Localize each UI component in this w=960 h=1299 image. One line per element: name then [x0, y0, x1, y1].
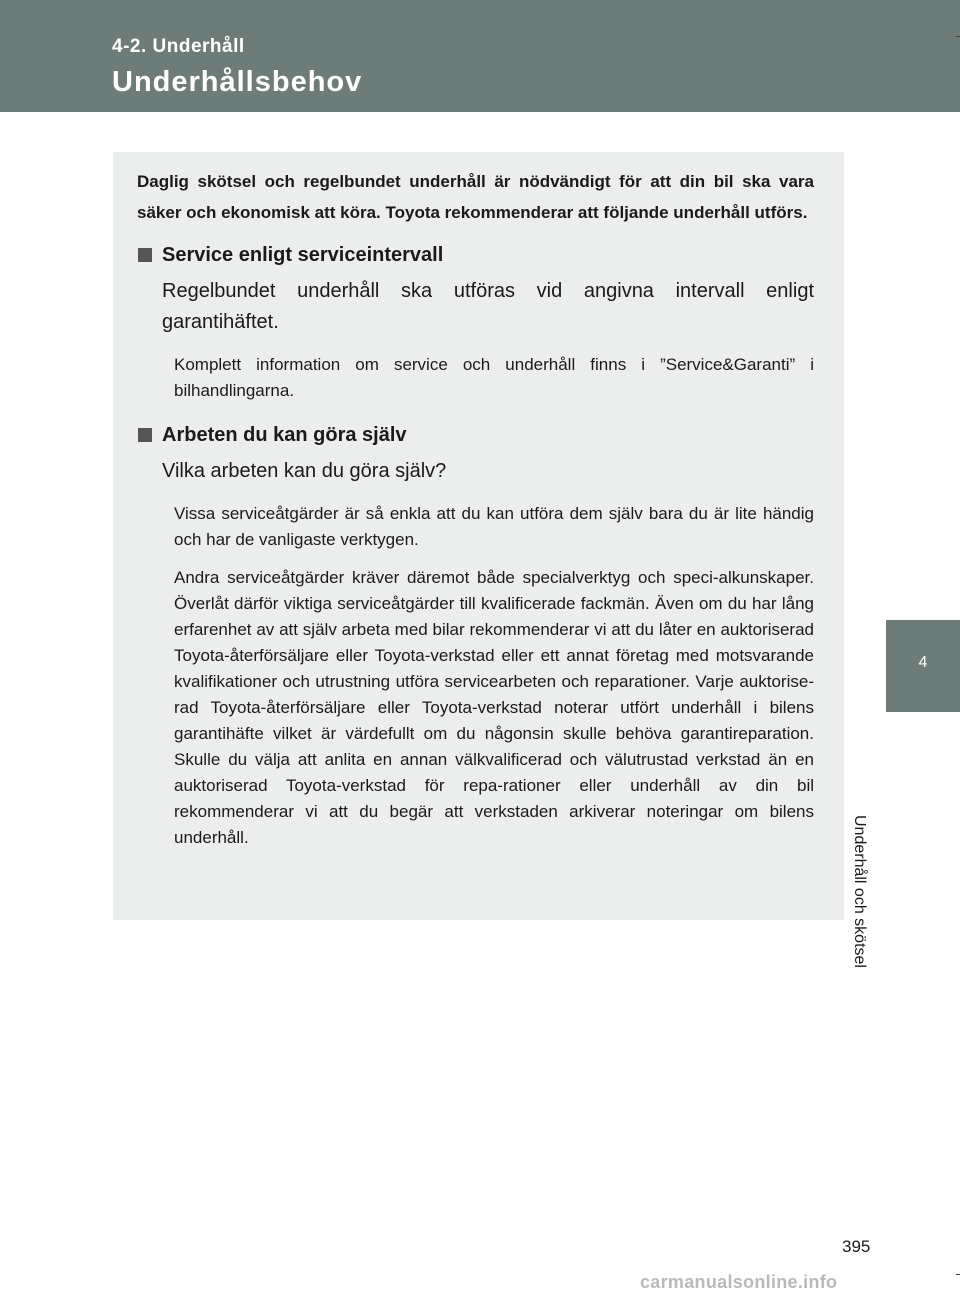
content-box [113, 152, 844, 920]
section-label: 4-2. Underhåll [112, 36, 245, 57]
section-lead: Regelbundet underhåll ska utföras vid angivna intervall enligt garantihäftet. [162, 280, 814, 333]
crop-mark [956, 1274, 960, 1275]
chapter-label-text: Underhåll och skötsel [851, 815, 868, 968]
section-note: Komplett information om service och underhåll finns i ”Service&Garanti” i bilhandlingarna. [174, 355, 814, 400]
section-note: Andra serviceåtgärder kräver däremot både specialverktyg och speci-alkunskaper. Överlåt därför viktiga serviceåtgärder till kvalificerade fackmän. Även om du har lång erfarenhet av att själv arbeta med bilar rekommenderar vi att du låter en auktoriserad Toyota-återförsäljare eller Toyota-verkstad eller ett annat företag med motsvarande kvalifikationer och utrustning utföra servicearbeten och reparationer. Varje auktorise-rad Toyota-återförsäljare eller Toyota-verkstad noterar utfört underhåll i bilens garantihäfte vilket är värdefullt om du någonsin skulle behöva garantireparation. Skulle du välja att anlita en annan välkvalificerad och välutrustad verkstad än en auktoriserad Toyota-verkstad för repa-rationer eller underhåll av din bil rekommenderar vi att du begär att verkstaden arkiverar noteringar om bilens underhåll. [174, 568, 814, 847]
page-title: Underhållsbehov [112, 66, 363, 98]
section-note: Vissa serviceåtgärder är så enkla att du kan utföra dem själv bara du är lite händig och har de vanligaste verktygen. [174, 504, 814, 549]
page-number: 395 [842, 1237, 871, 1256]
section-diy [137, 420, 814, 851]
crop-mark [956, 36, 960, 37]
chapter-label [846, 815, 868, 1055]
section-heading [137, 420, 814, 450]
square-bullet-icon [138, 428, 152, 442]
chapter-number: 4 [918, 654, 928, 671]
watermark: carmanualsonline.info [640, 1272, 838, 1292]
section-heading-text: Service enligt serviceintervall [162, 243, 444, 266]
section-heading-text: Arbeten du kan göra själv [162, 423, 407, 446]
intro-paragraph: Daglig skötsel och regelbundet underhåll är nödvändigt för att din bil ska vara säker och ekonomisk att köra. Toyota rekommenderar att följande underhåll utförs. [137, 172, 814, 222]
section-lead: Vilka arbeten kan du göra själv? [162, 460, 447, 482]
chapter-tab [886, 620, 960, 712]
square-bullet-icon [138, 248, 152, 262]
page-header [0, 0, 960, 112]
section-heading [137, 240, 814, 270]
section-service [137, 240, 814, 404]
